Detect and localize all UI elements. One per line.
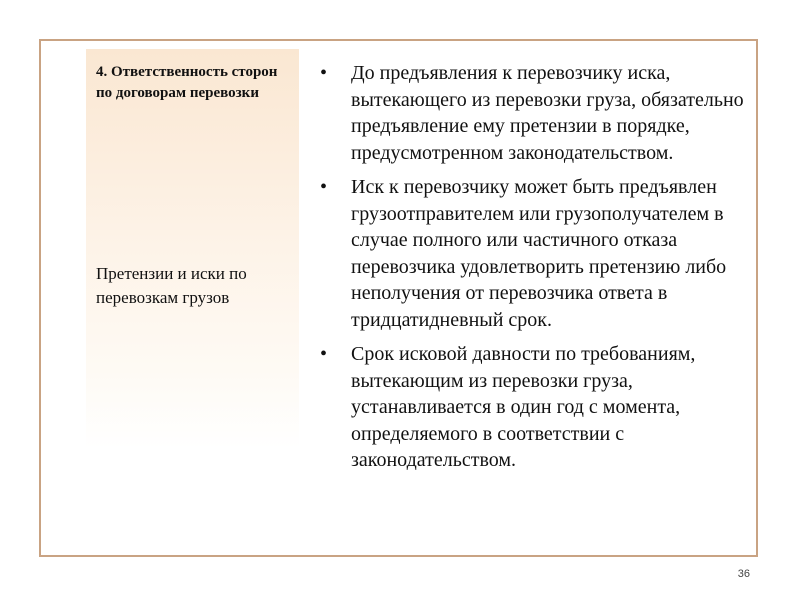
- bullet-text: Иск к перевозчику может быть предъявлен грузоотправителем или грузополучателем в случае полного или частичного отказа перевозчика удовлетворить претензию либо неполучения от перевозчика ответа в тридцатидневный срок.: [351, 176, 727, 331]
- section-title: 4. Ответственность сторон по договорам перевозки: [96, 64, 278, 101]
- bullet-text: До предъявления к перевозчику иска, вытекающего из перевозки груза, обязательно предъявление ему претензии в порядке, предусмотренном законодательством.: [351, 62, 744, 164]
- bullet-dot-icon: •: [320, 343, 328, 365]
- bullet-item: [320, 341, 750, 474]
- section-subtitle: Претензии и иски по перевозкам грузов: [96, 264, 247, 307]
- bullet-item: [320, 60, 750, 166]
- bullet-dot-icon: •: [320, 176, 328, 198]
- bullet-text: Срок исковой давности по требованиям, вытекающим из перевозки груза, устанавливается в один год с момента, определяемого в соответствии с законодательством.: [351, 343, 696, 471]
- left-panel: [86, 49, 299, 449]
- page-number: 36: [737, 568, 750, 580]
- bullet-list: [320, 60, 750, 482]
- bullet-item: [320, 174, 750, 333]
- bullet-dot-icon: •: [320, 62, 328, 84]
